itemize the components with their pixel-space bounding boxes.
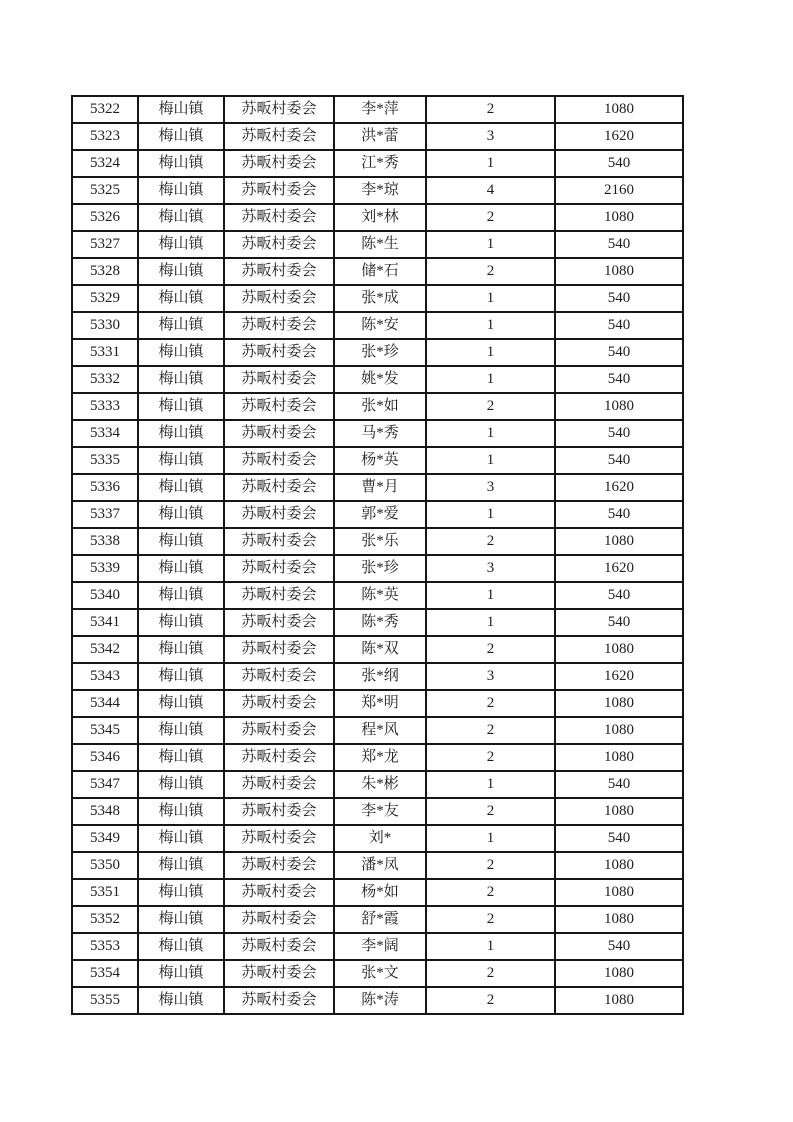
cell-village: 苏畈村委会 — [224, 231, 334, 258]
cell-members: 1 — [426, 933, 555, 960]
cell-name: 洪*蕾 — [334, 123, 426, 150]
table-row — [72, 879, 683, 906]
table-row — [72, 771, 683, 798]
table-row — [72, 312, 683, 339]
cell-amount: 1620 — [555, 663, 683, 690]
table-row — [72, 717, 683, 744]
cell-village: 苏畈村委会 — [224, 528, 334, 555]
cell-serial: 5339 — [72, 555, 138, 582]
cell-amount: 540 — [555, 420, 683, 447]
table-row — [72, 474, 683, 501]
cell-members: 2 — [426, 96, 555, 123]
cell-serial: 5324 — [72, 150, 138, 177]
cell-amount: 1080 — [555, 960, 683, 987]
cell-members: 2 — [426, 528, 555, 555]
cell-town: 梅山镇 — [138, 852, 224, 879]
cell-members: 2 — [426, 906, 555, 933]
cell-village: 苏畈村委会 — [224, 744, 334, 771]
cell-town: 梅山镇 — [138, 771, 224, 798]
cell-amount: 540 — [555, 933, 683, 960]
cell-amount: 540 — [555, 825, 683, 852]
cell-serial: 5328 — [72, 258, 138, 285]
cell-village: 苏畈村委会 — [224, 933, 334, 960]
cell-name: 杨*如 — [334, 879, 426, 906]
cell-town: 梅山镇 — [138, 312, 224, 339]
cell-village: 苏畈村委会 — [224, 204, 334, 231]
cell-amount: 1620 — [555, 123, 683, 150]
table-row — [72, 285, 683, 312]
table-row — [72, 636, 683, 663]
cell-members: 2 — [426, 717, 555, 744]
cell-amount: 2160 — [555, 177, 683, 204]
cell-serial: 5347 — [72, 771, 138, 798]
cell-town: 梅山镇 — [138, 528, 224, 555]
cell-village: 苏畈村委会 — [224, 123, 334, 150]
cell-name: 张*成 — [334, 285, 426, 312]
cell-village: 苏畈村委会 — [224, 717, 334, 744]
cell-name: 刘* — [334, 825, 426, 852]
cell-amount: 1080 — [555, 528, 683, 555]
cell-members: 2 — [426, 960, 555, 987]
cell-members: 2 — [426, 393, 555, 420]
cell-serial: 5351 — [72, 879, 138, 906]
cell-name: 张*珍 — [334, 339, 426, 366]
cell-serial: 5329 — [72, 285, 138, 312]
cell-village: 苏畈村委会 — [224, 285, 334, 312]
cell-members: 2 — [426, 798, 555, 825]
table-row — [72, 906, 683, 933]
table-row — [72, 393, 683, 420]
cell-members: 2 — [426, 852, 555, 879]
cell-name: 江*秀 — [334, 150, 426, 177]
cell-serial: 5333 — [72, 393, 138, 420]
cell-amount: 540 — [555, 609, 683, 636]
table-row — [72, 798, 683, 825]
cell-members: 3 — [426, 663, 555, 690]
cell-serial: 5337 — [72, 501, 138, 528]
cell-serial: 5344 — [72, 690, 138, 717]
table-row — [72, 258, 683, 285]
cell-members: 2 — [426, 879, 555, 906]
cell-name: 曹*月 — [334, 474, 426, 501]
cell-serial: 5325 — [72, 177, 138, 204]
cell-members: 1 — [426, 231, 555, 258]
table-row — [72, 555, 683, 582]
cell-town: 梅山镇 — [138, 339, 224, 366]
cell-village: 苏畈村委会 — [224, 771, 334, 798]
cell-members: 1 — [426, 501, 555, 528]
cell-town: 梅山镇 — [138, 393, 224, 420]
cell-serial: 5335 — [72, 447, 138, 474]
table-row — [72, 582, 683, 609]
cell-members: 1 — [426, 771, 555, 798]
cell-members: 1 — [426, 420, 555, 447]
cell-members: 4 — [426, 177, 555, 204]
roster-table — [71, 95, 684, 1015]
cell-village: 苏畈村委会 — [224, 339, 334, 366]
cell-town: 梅山镇 — [138, 555, 224, 582]
cell-serial: 5343 — [72, 663, 138, 690]
cell-serial: 5346 — [72, 744, 138, 771]
cell-members: 3 — [426, 474, 555, 501]
cell-amount: 1080 — [555, 798, 683, 825]
cell-serial: 5338 — [72, 528, 138, 555]
cell-town: 梅山镇 — [138, 474, 224, 501]
cell-name: 朱*彬 — [334, 771, 426, 798]
cell-village: 苏畈村委会 — [224, 987, 334, 1014]
cell-town: 梅山镇 — [138, 582, 224, 609]
cell-village: 苏畈村委会 — [224, 393, 334, 420]
cell-amount: 1080 — [555, 717, 683, 744]
cell-name: 杨*英 — [334, 447, 426, 474]
cell-members: 1 — [426, 582, 555, 609]
cell-name: 姚*发 — [334, 366, 426, 393]
cell-name: 陈*双 — [334, 636, 426, 663]
table-row — [72, 960, 683, 987]
cell-name: 张*纲 — [334, 663, 426, 690]
cell-amount: 1080 — [555, 258, 683, 285]
cell-village: 苏畈村委会 — [224, 690, 334, 717]
cell-members: 1 — [426, 150, 555, 177]
cell-name: 李*阔 — [334, 933, 426, 960]
table-row — [72, 690, 683, 717]
cell-serial: 5355 — [72, 987, 138, 1014]
cell-members: 1 — [426, 339, 555, 366]
cell-name: 张*珍 — [334, 555, 426, 582]
cell-amount: 1080 — [555, 204, 683, 231]
table-row — [72, 150, 683, 177]
cell-amount: 540 — [555, 231, 683, 258]
cell-serial: 5348 — [72, 798, 138, 825]
cell-name: 陈*涛 — [334, 987, 426, 1014]
cell-amount: 1080 — [555, 96, 683, 123]
cell-amount: 1080 — [555, 852, 683, 879]
cell-village: 苏畈村委会 — [224, 366, 334, 393]
cell-town: 梅山镇 — [138, 96, 224, 123]
cell-town: 梅山镇 — [138, 285, 224, 312]
roster-table-body — [72, 96, 683, 1014]
cell-village: 苏畈村委会 — [224, 798, 334, 825]
table-row — [72, 420, 683, 447]
table-row — [72, 744, 683, 771]
cell-name: 刘*林 — [334, 204, 426, 231]
cell-members: 2 — [426, 204, 555, 231]
cell-town: 梅山镇 — [138, 366, 224, 393]
cell-serial: 5352 — [72, 906, 138, 933]
cell-amount: 1080 — [555, 906, 683, 933]
cell-members: 1 — [426, 285, 555, 312]
cell-serial: 5345 — [72, 717, 138, 744]
table-row — [72, 609, 683, 636]
cell-serial: 5322 — [72, 96, 138, 123]
cell-serial: 5331 — [72, 339, 138, 366]
cell-serial: 5353 — [72, 933, 138, 960]
cell-town: 梅山镇 — [138, 447, 224, 474]
table-row — [72, 204, 683, 231]
cell-members: 3 — [426, 555, 555, 582]
table-row — [72, 231, 683, 258]
cell-amount: 540 — [555, 312, 683, 339]
cell-name: 郑*明 — [334, 690, 426, 717]
cell-name: 张*文 — [334, 960, 426, 987]
cell-name: 陈*英 — [334, 582, 426, 609]
cell-village: 苏畈村委会 — [224, 177, 334, 204]
cell-town: 梅山镇 — [138, 150, 224, 177]
cell-village: 苏畈村委会 — [224, 852, 334, 879]
cell-name: 舒*霞 — [334, 906, 426, 933]
cell-serial: 5323 — [72, 123, 138, 150]
cell-members: 2 — [426, 636, 555, 663]
table-row — [72, 987, 683, 1014]
table-row — [72, 663, 683, 690]
table-row — [72, 933, 683, 960]
cell-name: 李*友 — [334, 798, 426, 825]
cell-town: 梅山镇 — [138, 717, 224, 744]
table-row — [72, 501, 683, 528]
table-row — [72, 123, 683, 150]
cell-members: 1 — [426, 825, 555, 852]
cell-name: 郭*爱 — [334, 501, 426, 528]
cell-amount: 540 — [555, 501, 683, 528]
table-row — [72, 852, 683, 879]
cell-town: 梅山镇 — [138, 987, 224, 1014]
cell-village: 苏畈村委会 — [224, 609, 334, 636]
cell-amount: 540 — [555, 366, 683, 393]
cell-name: 张*乐 — [334, 528, 426, 555]
cell-town: 梅山镇 — [138, 879, 224, 906]
cell-serial: 5350 — [72, 852, 138, 879]
cell-amount: 540 — [555, 771, 683, 798]
cell-village: 苏畈村委会 — [224, 420, 334, 447]
cell-serial: 5327 — [72, 231, 138, 258]
cell-village: 苏畈村委会 — [224, 960, 334, 987]
cell-name: 潘*凤 — [334, 852, 426, 879]
table-row — [72, 447, 683, 474]
cell-members: 3 — [426, 123, 555, 150]
cell-serial: 5341 — [72, 609, 138, 636]
cell-village: 苏畈村委会 — [224, 474, 334, 501]
cell-amount: 540 — [555, 582, 683, 609]
cell-village: 苏畈村委会 — [224, 582, 334, 609]
cell-village: 苏畈村委会 — [224, 555, 334, 582]
cell-village: 苏畈村委会 — [224, 825, 334, 852]
cell-town: 梅山镇 — [138, 177, 224, 204]
cell-amount: 540 — [555, 285, 683, 312]
table-row — [72, 96, 683, 123]
cell-name: 程*风 — [334, 717, 426, 744]
cell-name: 李*萍 — [334, 96, 426, 123]
cell-members: 2 — [426, 690, 555, 717]
cell-serial: 5334 — [72, 420, 138, 447]
cell-amount: 1620 — [555, 555, 683, 582]
cell-amount: 540 — [555, 339, 683, 366]
cell-members: 1 — [426, 366, 555, 393]
cell-town: 梅山镇 — [138, 960, 224, 987]
cell-amount: 1080 — [555, 879, 683, 906]
cell-town: 梅山镇 — [138, 825, 224, 852]
cell-serial: 5336 — [72, 474, 138, 501]
cell-name: 张*如 — [334, 393, 426, 420]
cell-serial: 5330 — [72, 312, 138, 339]
cell-name: 陈*安 — [334, 312, 426, 339]
cell-town: 梅山镇 — [138, 420, 224, 447]
cell-village: 苏畈村委会 — [224, 258, 334, 285]
cell-village: 苏畈村委会 — [224, 636, 334, 663]
cell-members: 1 — [426, 609, 555, 636]
cell-members: 2 — [426, 258, 555, 285]
cell-amount: 540 — [555, 447, 683, 474]
cell-members: 2 — [426, 987, 555, 1014]
cell-serial: 5342 — [72, 636, 138, 663]
table-row — [72, 825, 683, 852]
cell-village: 苏畈村委会 — [224, 663, 334, 690]
table-row — [72, 366, 683, 393]
cell-name: 储*石 — [334, 258, 426, 285]
cell-village: 苏畈村委会 — [224, 906, 334, 933]
cell-name: 陈*生 — [334, 231, 426, 258]
cell-name: 郑*龙 — [334, 744, 426, 771]
cell-town: 梅山镇 — [138, 744, 224, 771]
cell-amount: 1080 — [555, 987, 683, 1014]
cell-amount: 1080 — [555, 636, 683, 663]
cell-village: 苏畈村委会 — [224, 312, 334, 339]
cell-village: 苏畈村委会 — [224, 150, 334, 177]
cell-town: 梅山镇 — [138, 663, 224, 690]
cell-village: 苏畈村委会 — [224, 501, 334, 528]
cell-town: 梅山镇 — [138, 123, 224, 150]
table-row — [72, 177, 683, 204]
table-row — [72, 339, 683, 366]
cell-town: 梅山镇 — [138, 906, 224, 933]
cell-town: 梅山镇 — [138, 636, 224, 663]
cell-amount: 1080 — [555, 744, 683, 771]
cell-town: 梅山镇 — [138, 798, 224, 825]
table-row — [72, 528, 683, 555]
cell-name: 马*秀 — [334, 420, 426, 447]
cell-village: 苏畈村委会 — [224, 447, 334, 474]
cell-amount: 1080 — [555, 393, 683, 420]
cell-town: 梅山镇 — [138, 231, 224, 258]
cell-town: 梅山镇 — [138, 258, 224, 285]
cell-serial: 5340 — [72, 582, 138, 609]
cell-village: 苏畈村委会 — [224, 879, 334, 906]
cell-name: 陈*秀 — [334, 609, 426, 636]
cell-members: 2 — [426, 744, 555, 771]
cell-name: 李*琼 — [334, 177, 426, 204]
cell-town: 梅山镇 — [138, 933, 224, 960]
cell-serial: 5326 — [72, 204, 138, 231]
cell-members: 1 — [426, 312, 555, 339]
cell-village: 苏畈村委会 — [224, 96, 334, 123]
cell-town: 梅山镇 — [138, 690, 224, 717]
cell-serial: 5349 — [72, 825, 138, 852]
cell-serial: 5354 — [72, 960, 138, 987]
cell-town: 梅山镇 — [138, 204, 224, 231]
cell-serial: 5332 — [72, 366, 138, 393]
cell-town: 梅山镇 — [138, 609, 224, 636]
cell-town: 梅山镇 — [138, 501, 224, 528]
cell-members: 1 — [426, 447, 555, 474]
cell-amount: 540 — [555, 150, 683, 177]
cell-amount: 1080 — [555, 690, 683, 717]
cell-amount: 1620 — [555, 474, 683, 501]
